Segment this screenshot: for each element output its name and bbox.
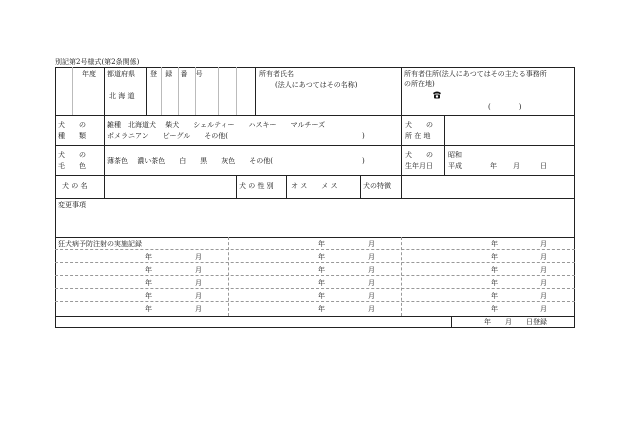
rabies-year: 年: [318, 279, 325, 287]
rabies-year: 年: [145, 292, 152, 300]
location-label-1: 犬 の: [405, 121, 433, 129]
rabies-month: 月: [368, 305, 375, 313]
row-line: [55, 145, 575, 146]
nendo-label: 年度: [82, 70, 96, 78]
rabies-row-line: [55, 301, 575, 302]
location-label-2: 所 在 地: [405, 132, 431, 140]
rabies-month: 月: [540, 279, 547, 287]
breed-options-1: 雑種 北海道犬 柴犬 シェルティー ハスキー マルチーズ: [107, 121, 326, 129]
registered-date: 年 月 日登録: [484, 318, 547, 326]
col-line: [444, 115, 445, 175]
col-line: [146, 67, 147, 115]
birth-label-2: 生年月日: [405, 162, 433, 170]
phone-paren: ( ): [488, 103, 522, 111]
breed-close: ): [362, 132, 365, 140]
birth-month: 月: [513, 162, 520, 170]
cell-line: [72, 67, 73, 115]
dog-features-label: 犬の特徴: [363, 182, 391, 190]
rabies-row-line: [55, 288, 575, 289]
rabies-month: 月: [368, 292, 375, 300]
row-line: [55, 175, 575, 176]
frame-top: [55, 67, 575, 68]
birth-day: 日: [540, 162, 547, 170]
col-line: [286, 175, 287, 198]
rabies-year: 年: [491, 266, 498, 274]
rabies-row-line: [55, 249, 575, 250]
rabies-row-line: [55, 275, 575, 276]
rabies-month: 月: [368, 253, 375, 261]
todofuken-value: 北 海 道: [109, 92, 135, 100]
birth-label-1: 犬 の: [405, 151, 433, 159]
rabies-year: 年: [318, 305, 325, 313]
rabies-month: 月: [195, 279, 202, 287]
col-line: [451, 316, 452, 327]
todofuken-label: 都道府県: [107, 70, 135, 78]
row-line: [55, 115, 575, 116]
rabies-month: 月: [195, 266, 202, 274]
dog-name-label: 犬 の 名: [62, 182, 88, 190]
rabies-month: 月: [195, 292, 202, 300]
rabies-year: 年: [491, 240, 498, 248]
telephone-icon: [432, 90, 442, 99]
rabies-year: 年: [491, 253, 498, 261]
owner-address-label-2: の所在地): [404, 80, 435, 88]
row-line: [55, 316, 575, 317]
rabies-year: 年: [491, 292, 498, 300]
rabies-row-line: [55, 262, 575, 263]
rabies-month: 月: [540, 253, 547, 261]
rabies-year: 年: [318, 240, 325, 248]
rabies-year: 年: [318, 266, 325, 274]
col-line: [236, 175, 237, 198]
cell-line: [218, 67, 219, 115]
color-options: 薄茶色 濃い茶色 白 黒 灰色 その他(: [107, 157, 273, 165]
breed-label-2: 種 類: [58, 132, 86, 140]
rabies-month: 月: [540, 266, 547, 274]
rabies-month: 月: [368, 279, 375, 287]
rabies-month: 月: [540, 240, 547, 248]
col-line: [401, 175, 402, 198]
rabies-year: 年: [145, 253, 152, 261]
owner-name-note: (法人にあつてはその名称): [275, 81, 358, 89]
rabies-month: 月: [195, 253, 202, 261]
col-line: [104, 67, 105, 115]
owner-name-label: 所有者氏名: [259, 70, 294, 78]
rabies-year: 年: [145, 266, 152, 274]
color-label-2: 毛 色: [58, 162, 86, 170]
birth-year: 年: [490, 162, 497, 170]
rabies-month: 月: [368, 240, 375, 248]
col-line: [360, 175, 361, 198]
col-line: [255, 67, 256, 115]
reg-number-label: 登 録 番 号: [150, 70, 206, 78]
dog-sex-label: 犬 の 性 別: [239, 182, 274, 190]
rabies-year: 年: [145, 305, 152, 313]
row-line: [55, 237, 575, 238]
form-title: 別記第2号様式(第2条関係): [55, 58, 140, 66]
row-line: [55, 198, 575, 199]
breed-label-1: 犬 の: [58, 121, 86, 129]
rabies-month: 月: [368, 266, 375, 274]
changes-label: 変更事項: [58, 201, 86, 209]
breed-options-2: ポメラニアン ビーグル その他(: [107, 132, 228, 140]
color-close: ): [362, 157, 365, 165]
rabies-year: 年: [491, 305, 498, 313]
frame-bottom: [55, 327, 575, 328]
col-line: [104, 175, 105, 198]
rabies-month: 月: [540, 292, 547, 300]
rabies-year: 年: [145, 279, 152, 287]
col-line: [401, 67, 402, 175]
birth-era-heisei: 平成: [448, 162, 462, 170]
rabies-month: 月: [195, 305, 202, 313]
birth-era-showa: 昭和: [448, 151, 462, 159]
owner-address-label: 所有者住所(法人にあつてはその主たる事務所: [404, 70, 547, 78]
rabies-year: 年: [491, 279, 498, 287]
rabies-label: 狂犬病予防注射の実施記録: [58, 240, 142, 248]
rabies-month: 月: [540, 305, 547, 313]
dog-sex-options: オ ス メ ス: [291, 182, 338, 190]
rabies-year: 年: [318, 292, 325, 300]
color-label-1: 犬 の: [58, 151, 86, 159]
rabies-year: 年: [318, 253, 325, 261]
cell-line: [236, 67, 237, 115]
col-line: [104, 115, 105, 175]
